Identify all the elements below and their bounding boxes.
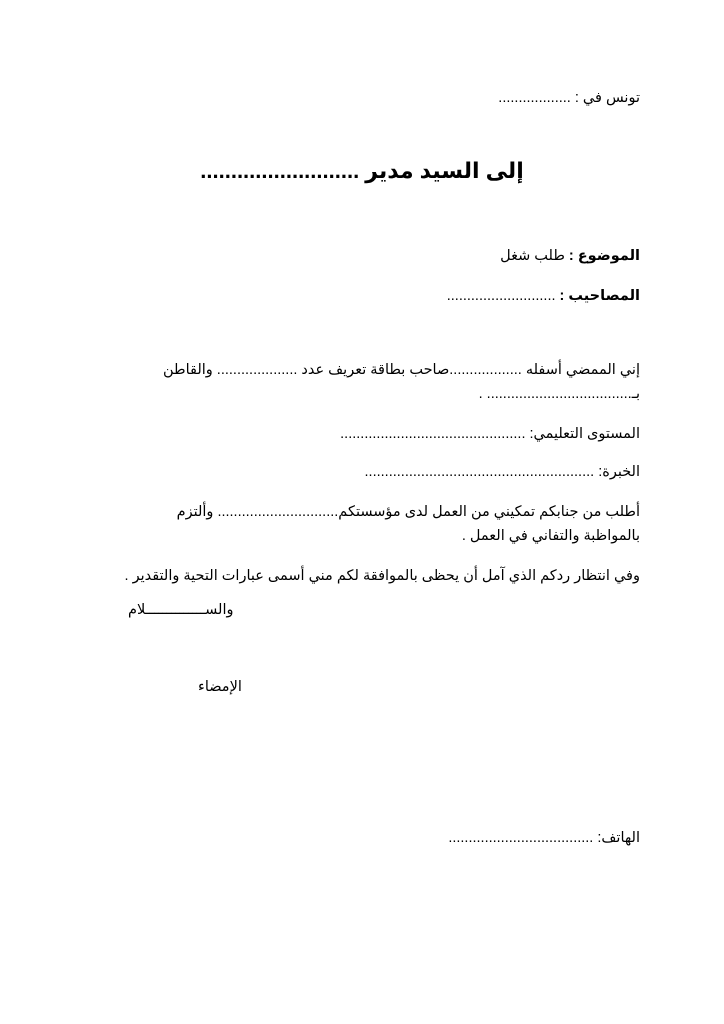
subject-label: الموضوع : xyxy=(568,248,640,264)
subject-line xyxy=(500,246,640,266)
signature-label: الإمضاء xyxy=(198,679,242,695)
date-line: تونس في : .................. xyxy=(498,90,640,106)
closing-line: وفي انتظار ردكم الذي آمل أن يحظى بالموافقة لكم مني أسمى عبارات التحية والتقدير . xyxy=(124,568,640,584)
request-line-1: أطلب من جنابكم تمكيني من العمل لدى مؤسستكم.............................. وألتزم xyxy=(176,504,640,520)
intro-line-1: إني الممضي أسفله ..................صاحب بطاقة تعريف عدد .................... والقاطن xyxy=(163,362,640,378)
phone-line: الهاتف: .................................... xyxy=(448,830,640,846)
attachments-value: ........................... xyxy=(446,288,556,304)
request-line-2: بالمواظبة والتفاني في العمل . xyxy=(461,528,640,544)
subject-value: طلب شغل xyxy=(500,248,565,264)
attachments-label: المصاحيب : xyxy=(559,288,640,304)
letter-title: إلى السيد مدير .......................... xyxy=(200,158,524,183)
attachments-line xyxy=(447,286,640,306)
intro-line-2: بـ.................................... . xyxy=(478,386,640,402)
experience-line: الخبرة: ......................................................... xyxy=(364,464,640,480)
education-line: المستوى التعليمي: .............................................. xyxy=(340,426,640,442)
salutation: والســــــــــــــلام xyxy=(128,602,234,618)
